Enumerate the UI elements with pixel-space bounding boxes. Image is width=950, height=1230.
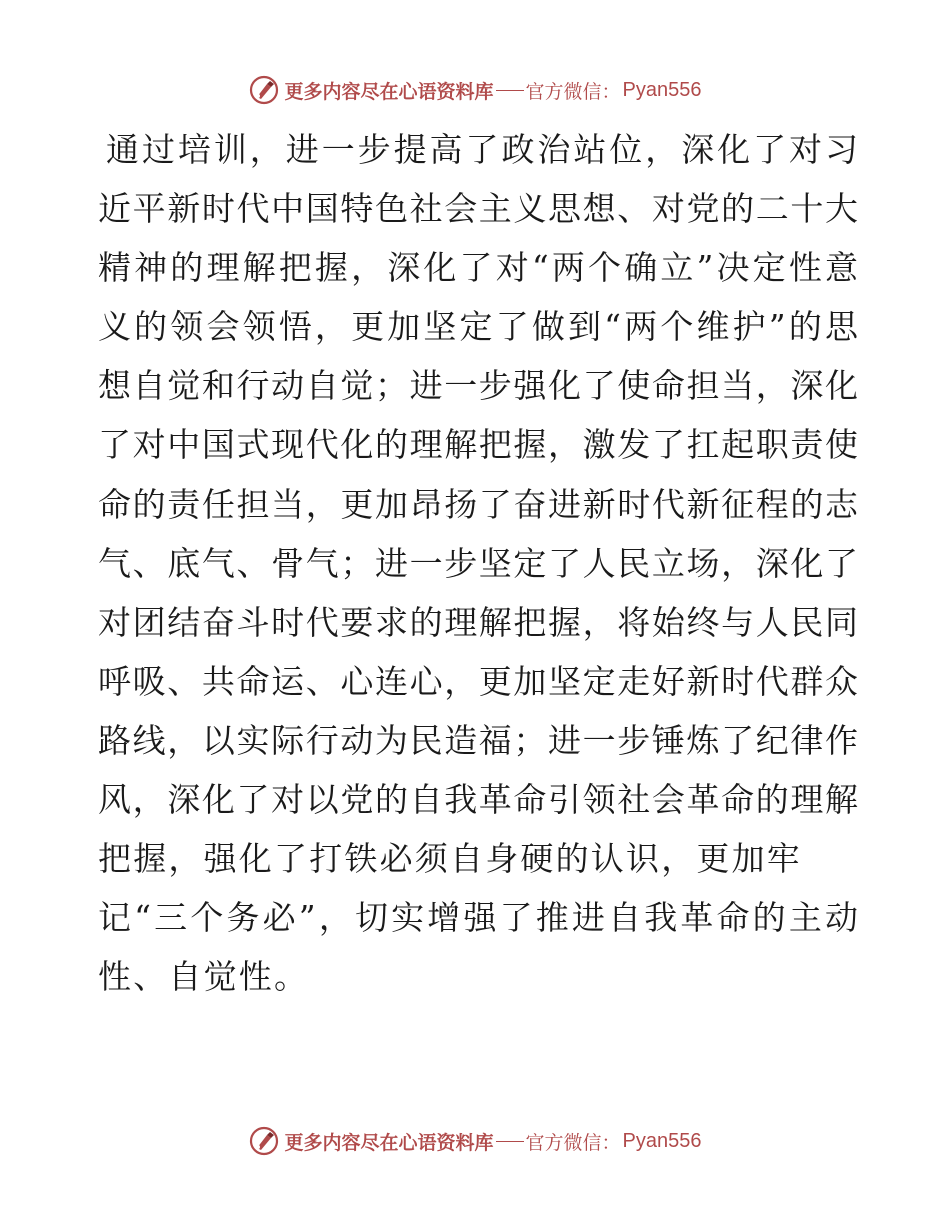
banner-wechat-id: Pyan556 (622, 78, 702, 101)
banner-wechat-label: 官方微信： (525, 80, 621, 103)
body-text (98, 120, 858, 1006)
body-line: 通过培训，进一步提高了政治站位，深化了对习 (106, 130, 858, 169)
header-banner (0, 70, 950, 110)
banner-dash (496, 1141, 524, 1142)
body-line: 想自觉和行动自觉；进一步强化了使命担当，深化 (98, 366, 858, 406)
body-line: 路线，以实际行动为民造福；进一步锤炼了纪律作 (98, 720, 858, 760)
body-line: 了对中国式现代化的理解把握，激发了扛起职责使 (98, 425, 858, 465)
pen-logo-icon (249, 1126, 279, 1156)
body-line: 精神的理解把握，深化了对“两个确立”决定性意 (98, 248, 858, 288)
body-line: 呼吸、共命运、心连心，更加坚定走好新时代群众 (98, 661, 858, 701)
footer-banner (0, 1121, 950, 1161)
banner-wechat-id: Pyan556 (622, 1129, 702, 1152)
body-line: 对团结奋斗时代要求的理解把握，将始终与人民同 (98, 602, 858, 642)
banner-wechat-label: 官方微信： (525, 1131, 621, 1154)
banner-dash (496, 90, 524, 91)
body-line: 风，深化了对以党的自我革命引领社会革命的理解 (98, 780, 858, 820)
body-line: 记“三个务必”，切实增强了推进自我革命的主动 (98, 898, 858, 938)
body-line: 把握，强化了打铁必须自身硬的认识，更加牢 (98, 839, 802, 879)
body-line: 性、自觉性。 (98, 957, 310, 997)
banner-library-text: 更多内容尽在心语资料库 (284, 1131, 494, 1154)
body-line: 义的领会领悟，更加坚定了做到“两个维护”的思 (98, 307, 858, 347)
body-line: 气、底气、骨气；进一步坚定了人民立场，深化了 (98, 543, 858, 583)
pen-logo-icon (249, 75, 279, 105)
banner-library-text: 更多内容尽在心语资料库 (284, 80, 494, 103)
body-line: 近平新时代中国特色社会主义思想、对党的二十大 (98, 189, 858, 229)
body-line: 命的责任担当，更加昂扬了奋进新时代新征程的志 (98, 484, 858, 524)
